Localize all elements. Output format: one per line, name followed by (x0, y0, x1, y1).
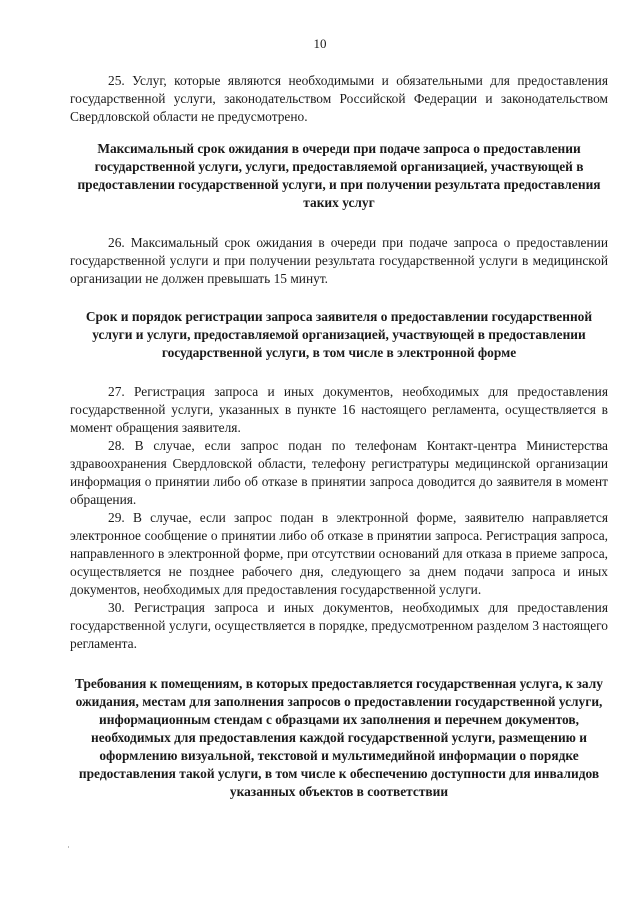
paragraph-27: 27. Регистрация запроса и иных документов, необходимых для предоставления государственной услуги, указанных в пункте 16 настоящего регламента, осуществляется в момент обращения заявителя. (70, 384, 608, 435)
paragraph-29: 29. В случае, если запрос подан в электронной форме, заявителю направляется электронное сообщение о принятии либо об отказе в принятии запроса. Регистрация запроса, направленного в электронной форме, при отсутствии оснований для отказа в приеме запроса, осуществляется не позднее рабочего дня, следующего за днем подачи запроса и иных документов, необходимых для предоставления государственной услуги. (70, 510, 608, 597)
paragraph-25: 25. Услуг, которые являются необходимыми и обязательными для предоставления государственной услуги, законодательством Российской Федерации и законодательством Свердловской области не предусмотрено. (70, 73, 608, 124)
paragraph-26: 26. Максимальный срок ожидания в очереди при подаче запроса о предоставлении государственной услуги и при получении результата государственной услуги в медицинской организации не должен превышать 15 минут. (70, 235, 608, 286)
heading-registration: Срок и порядок регистрации запроса заявителя о предоставлении государственной услуги и услуги, предоставляемой организацией, участвующей в предоставлении государственной услуги, в том числе в электронной форме (85, 309, 593, 360)
paragraph-30: 30. Регистрация запроса и иных документов, необходимых для предоставления государственной услуги, осуществляется в порядке, предусмотренном разделом 3 настоящего регламента. (70, 600, 608, 651)
document-body (70, 72, 608, 801)
heading-premises-requirements: Требования к помещениям, в которых предоставляется государственная услуга, к залу ожидания, местам для заполнения запросов о предоставлении государственной услуги, информационным стендам с образцами их заполнения и перечнем документов, необходимых для предоставления каждой государственной услуги, размещению и оформлению визуальной, текстовой и мультимедийной информации о порядке предоставления такой услуги, в том числе к обеспечению доступности для инвалидов указанных объектов в соответствии (75, 676, 603, 799)
heading-max-wait-time: Максимальный срок ожидания в очереди при подаче запроса о предоставлении государственной услуги, услуги, предоставляемой организацией, участвующей в предоставлении государственной услуги, и при получении результата предоставления таких услуг (77, 141, 601, 210)
scan-artifact (68, 846, 69, 848)
page-number: 10 (313, 36, 327, 51)
paragraph-28: 28. В случае, если запрос подан по телефонам Контакт-центра Министерства здравоохранения Свердловской области, телефону регистратуры медицинской организации информация о принятии либо об отказе в принятии запроса доводится до заявителя в момент обращения. (70, 438, 608, 507)
